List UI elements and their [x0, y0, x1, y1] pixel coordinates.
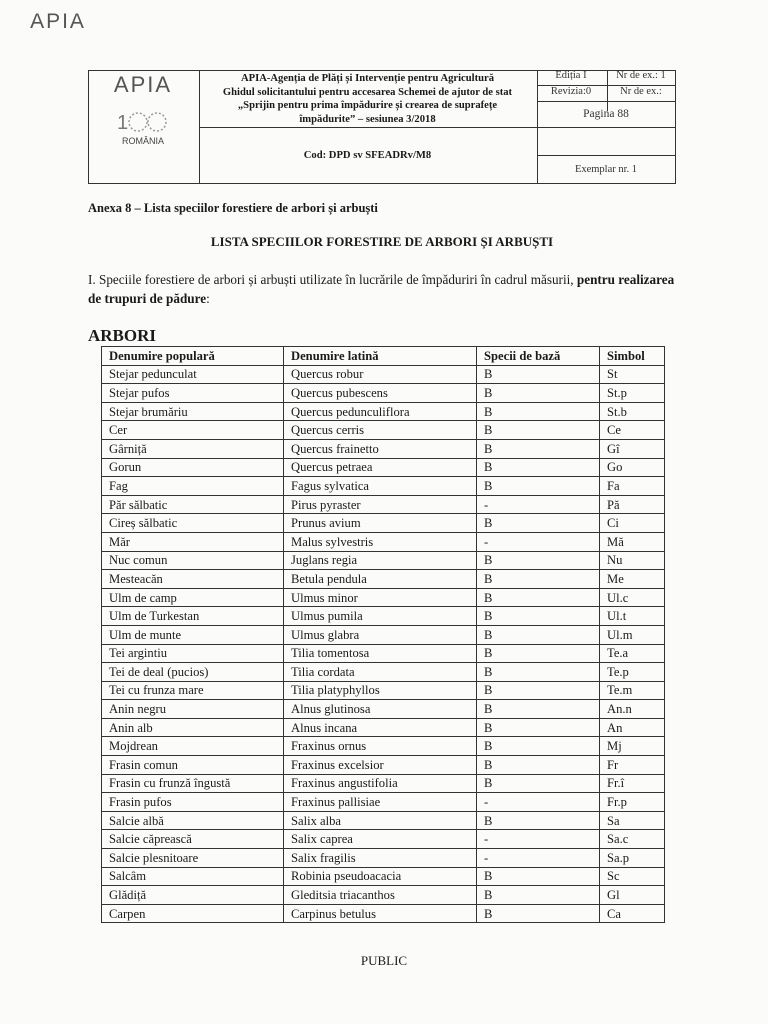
symbol-cell: Ul.c — [600, 588, 665, 607]
latin-name-cell: Salix fragilis — [284, 849, 477, 868]
symbol-cell: Ul.m — [600, 625, 665, 644]
table-header-row — [102, 347, 665, 366]
latin-name-cell: Alnus glutinosa — [284, 700, 477, 719]
latin-name-cell: Juglans regia — [284, 551, 477, 570]
table-row — [102, 811, 665, 830]
symbol-cell: Me — [600, 570, 665, 589]
latin-name-cell: Quercus frainetto — [284, 439, 477, 458]
latin-name-cell: Quercus robur — [284, 365, 477, 384]
table-row — [102, 607, 665, 626]
latin-name-cell: Salix caprea — [284, 830, 477, 849]
base-species-cell: B — [477, 588, 600, 607]
document-code: Cod: DPD sv SFEADRv/M8 — [303, 150, 432, 161]
base-species-cell: B — [477, 756, 600, 775]
centenary-logo — [105, 108, 175, 136]
species-table-body — [102, 365, 665, 923]
latin-name-cell: Ulmus glabra — [284, 625, 477, 644]
table-row — [102, 644, 665, 663]
header-divider — [537, 155, 675, 156]
common-name-cell: Măr — [102, 532, 284, 551]
table-row — [102, 384, 665, 403]
base-species-cell: B — [477, 681, 600, 700]
latin-name-cell: Alnus incana — [284, 718, 477, 737]
base-species-cell: B — [477, 570, 600, 589]
symbol-cell: Ul.t — [600, 607, 665, 626]
common-name-cell: Mesteacăn — [102, 570, 284, 589]
common-name-cell: Salcie căprească — [102, 830, 284, 849]
table-row — [102, 849, 665, 868]
common-name-cell: Carpen — [102, 904, 284, 923]
base-species-cell: B — [477, 439, 600, 458]
symbol-cell: Gî — [600, 439, 665, 458]
symbol-cell: Mj — [600, 737, 665, 756]
column-header: Denumire latină — [284, 347, 477, 366]
base-species-cell: B — [477, 718, 600, 737]
latin-name-cell: Prunus avium — [284, 514, 477, 533]
table-row — [102, 458, 665, 477]
header-divider — [199, 127, 675, 128]
base-species-cell: B — [477, 811, 600, 830]
common-name-cell: Frasin comun — [102, 756, 284, 775]
common-name-cell: Frasin cu frunză îngustă — [102, 774, 284, 793]
latin-name-cell: Gleditsia triacanthos — [284, 886, 477, 905]
latin-name-cell: Tilia cordata — [284, 663, 477, 682]
base-species-cell: B — [477, 514, 600, 533]
table-row — [102, 477, 665, 496]
symbol-cell: Sa.p — [600, 849, 665, 868]
table-row — [102, 663, 665, 682]
intro-end: : — [206, 291, 210, 306]
common-name-cell: Tei de deal (pucios) — [102, 663, 284, 682]
latin-name-cell: Carpinus betulus — [284, 904, 477, 923]
table-row — [102, 570, 665, 589]
common-name-cell: Gârniță — [102, 439, 284, 458]
latin-name-cell: Fraxinus ornus — [284, 737, 477, 756]
latin-name-cell: Quercus cerris — [284, 421, 477, 440]
base-species-cell: - — [477, 830, 600, 849]
latin-name-cell: Fraxinus pallisiae — [284, 793, 477, 812]
latin-name-cell: Robinia pseudoacacia — [284, 867, 477, 886]
apia-logo-text: APIA — [113, 72, 173, 97]
base-species-cell: B — [477, 867, 600, 886]
common-name-cell: Salcie plesnitoare — [102, 849, 284, 868]
copies-label: Nr de ex.: 1 — [616, 70, 666, 81]
annex-title: Anexa 8 – Lista speciilor forestiere de arbori și arbuști — [88, 201, 378, 215]
latin-name-cell: Tilia platyphyllos — [284, 681, 477, 700]
base-species-cell: - — [477, 532, 600, 551]
symbol-cell: Ca — [600, 904, 665, 923]
section-title: ARBORI — [88, 326, 157, 345]
common-name-cell: Salcâm — [102, 867, 284, 886]
common-name-cell: Salcie albă — [102, 811, 284, 830]
classification-footer: PUBLIC — [360, 953, 408, 968]
common-name-cell: Cer — [102, 421, 284, 440]
symbol-cell: Fr — [600, 756, 665, 775]
common-name-cell: Tei cu frunza mare — [102, 681, 284, 700]
symbol-cell: Mă — [600, 532, 665, 551]
table-row — [102, 886, 665, 905]
column-header: Denumire populară — [102, 347, 284, 366]
common-name-cell: Nuc comun — [102, 551, 284, 570]
base-species-cell: - — [477, 849, 600, 868]
column-header: Specii de bază — [477, 347, 600, 366]
latin-name-cell: Tilia tomentosa — [284, 644, 477, 663]
base-species-cell: B — [477, 402, 600, 421]
common-name-cell: Glădiță — [102, 886, 284, 905]
base-species-cell: B — [477, 700, 600, 719]
symbol-cell: Sc — [600, 867, 665, 886]
table-row — [102, 737, 665, 756]
latin-name-cell: Ulmus minor — [284, 588, 477, 607]
symbol-cell: Go — [600, 458, 665, 477]
common-name-cell: Stejar brumăriu — [102, 402, 284, 421]
base-species-cell: B — [477, 644, 600, 663]
symbol-cell: St — [600, 365, 665, 384]
base-species-cell: - — [477, 495, 600, 514]
page-number: Pagina 88 — [583, 108, 629, 120]
base-species-cell: B — [477, 365, 600, 384]
common-name-cell: Anin negru — [102, 700, 284, 719]
table-row — [102, 402, 665, 421]
symbol-cell: Te.m — [600, 681, 665, 700]
base-species-cell: B — [477, 384, 600, 403]
header-title-line: „Sprijin pentru prima împădurire și crearea de suprafețe — [237, 100, 498, 111]
table-row — [102, 439, 665, 458]
common-name-cell: Tei argintiu — [102, 644, 284, 663]
header-title — [200, 72, 535, 126]
table-row — [102, 551, 665, 570]
header-title-line: Ghidul solicitantului pentru accesarea Schemei de ajutor de stat — [222, 86, 513, 98]
symbol-cell: St.b — [600, 402, 665, 421]
latin-name-cell: Malus sylvestris — [284, 532, 477, 551]
table-row — [102, 421, 665, 440]
symbol-cell: Fa — [600, 477, 665, 496]
intro-paragraph — [88, 270, 688, 308]
symbol-cell: Te.a — [600, 644, 665, 663]
latin-name-cell: Fagus sylvatica — [284, 477, 477, 496]
species-table — [101, 346, 665, 923]
base-species-cell: B — [477, 737, 600, 756]
copies-label-2: Nr de ex.: — [620, 86, 662, 97]
latin-name-cell: Ulmus pumila — [284, 607, 477, 626]
base-species-cell: B — [477, 421, 600, 440]
symbol-cell: An.n — [600, 700, 665, 719]
intro-text: I. Speciile forestiere de arbori și arbuști utilizate în lucrările de împăduriri în cadrul măsurii, — [88, 272, 574, 287]
revision-label: Revizia:0 — [550, 86, 592, 97]
table-row — [102, 681, 665, 700]
symbol-cell: Ci — [600, 514, 665, 533]
latin-name-cell: Quercus pubescens — [284, 384, 477, 403]
table-row — [102, 756, 665, 775]
common-name-cell: Ulm de camp — [102, 588, 284, 607]
symbol-cell: An — [600, 718, 665, 737]
symbol-cell: Sa.c — [600, 830, 665, 849]
common-name-cell: Stejar pedunculat — [102, 365, 284, 384]
latin-name-cell: Quercus petraea — [284, 458, 477, 477]
common-name-cell: Cireș sălbatic — [102, 514, 284, 533]
base-species-cell: B — [477, 625, 600, 644]
edition-label: Ediția I — [555, 70, 587, 81]
svg-text:1: 1 — [117, 112, 129, 134]
base-species-cell: B — [477, 607, 600, 626]
table-row — [102, 904, 665, 923]
exemplar-label: Exemplar nr. 1 — [574, 164, 638, 175]
symbol-cell: Ce — [600, 421, 665, 440]
common-name-cell: Anin alb — [102, 718, 284, 737]
table-row — [102, 774, 665, 793]
logo-country: ROMÂNIA — [121, 136, 164, 146]
table-row — [102, 588, 665, 607]
base-species-cell: - — [477, 793, 600, 812]
symbol-cell: Sa — [600, 811, 665, 830]
common-name-cell: Stejar pufos — [102, 384, 284, 403]
symbol-cell: Fr.p — [600, 793, 665, 812]
column-header: Simbol — [600, 347, 665, 366]
latin-name-cell: Quercus pedunculiflora — [284, 402, 477, 421]
header-title-line: APIA-Agenția de Plăți și Intervenție pentru Agricultură — [240, 73, 495, 84]
intro-bold-text: pentru realizarea de trupuri de pădure — [88, 272, 675, 306]
latin-name-cell: Fraxinus excelsior — [284, 756, 477, 775]
symbol-cell: Pă — [600, 495, 665, 514]
symbol-cell: Gl — [600, 886, 665, 905]
base-species-cell: B — [477, 886, 600, 905]
latin-name-cell: Pirus pyraster — [284, 495, 477, 514]
base-species-cell: B — [477, 551, 600, 570]
base-species-cell: B — [477, 774, 600, 793]
table-row — [102, 793, 665, 812]
base-species-cell: B — [477, 458, 600, 477]
symbol-cell: Te.p — [600, 663, 665, 682]
common-name-cell: Ulm de Turkestan — [102, 607, 284, 626]
header-title-line: împădurite” – sesiunea 3/2018 — [299, 113, 436, 125]
apia-logo: APIA — [30, 10, 86, 33]
header-divider — [537, 101, 675, 102]
table-row — [102, 718, 665, 737]
base-species-cell: B — [477, 904, 600, 923]
symbol-cell: Nu — [600, 551, 665, 570]
common-name-cell: Gorun — [102, 458, 284, 477]
common-name-cell: Fag — [102, 477, 284, 496]
table-row — [102, 625, 665, 644]
latin-name-cell: Salix alba — [284, 811, 477, 830]
main-title: LISTA SPECIILOR FORESTIRE DE ARBORI ȘI ARBUȘTI — [210, 234, 554, 249]
table-row — [102, 830, 665, 849]
table-row — [102, 514, 665, 533]
latin-name-cell: Fraxinus angustifolia — [284, 774, 477, 793]
table-row — [102, 532, 665, 551]
common-name-cell: Păr sălbatic — [102, 495, 284, 514]
latin-name-cell: Betula pendula — [284, 570, 477, 589]
common-name-cell: Mojdrean — [102, 737, 284, 756]
base-species-cell: B — [477, 663, 600, 682]
base-species-cell: B — [477, 477, 600, 496]
common-name-cell: Ulm de munte — [102, 625, 284, 644]
table-row — [102, 365, 665, 384]
table-row — [102, 495, 665, 514]
symbol-cell: Fr.î — [600, 774, 665, 793]
common-name-cell: Frasin pufos — [102, 793, 284, 812]
symbol-cell: St.p — [600, 384, 665, 403]
table-row — [102, 867, 665, 886]
table-row — [102, 700, 665, 719]
